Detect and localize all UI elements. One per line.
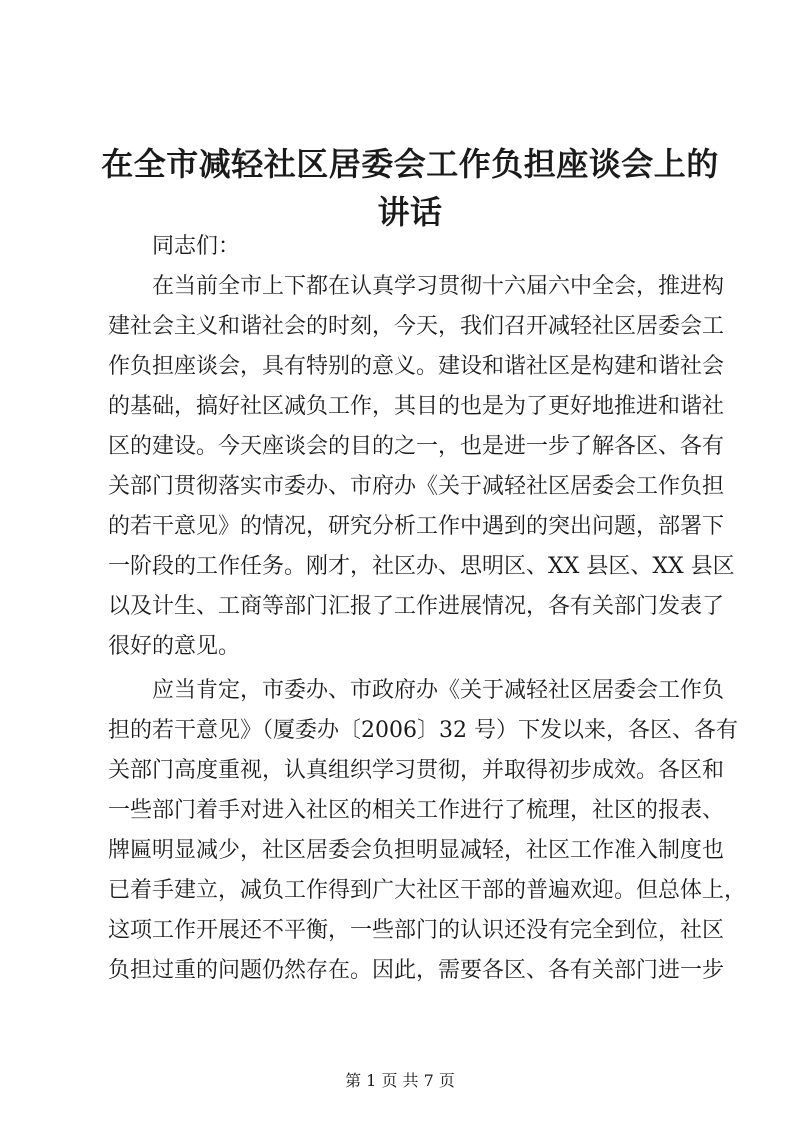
paragraph-1-line-5: 区的建设。今天座谈会的目的之一，也是进一步了解各区、各有 [108,434,725,459]
paragraph-2-line-1: 应当肯定，市委办、市政府办《关于减轻社区居委会工作负 [152,678,725,703]
page-number-footer: 第 1 页 共 7 页 [345,1071,455,1090]
paragraph-1-line-1: 在当前全市上下都在认真学习贯彻十六届六中全会，推进构 [152,274,725,299]
paragraph-2-line-6: 已着手建立，减负工作得到广大社区干部的普遍欢迎。但总体上， [108,878,747,903]
paragraph-2-line-4: 一些部门着手对进入社区的相关工作进行了梳理，社区的报表、 [108,798,725,823]
paragraph-2-line-8: 负担过重的问题仍然存在。因此，需要各区、各有关部门进一步 [108,958,725,983]
paragraph-1-line-3: 作负担座谈会，具有特别的意义。建设和谐社区是构建和谐社会 [108,354,725,379]
paragraph-2-line-2: 担的若干意见》（厦委办〔2006〕32 号）下发以来，各区、各有 [108,718,738,743]
document-title: 在全市减轻社区居委会工作负担座谈会上的讲话 [101,145,719,231]
paragraph-2-line-5: 牌匾明显减少，社区居委会负担明显减轻，社区工作准入制度也 [108,838,725,863]
paragraph-2-line-3: 关部门高度重视，认真组织学习贯彻，并取得初步成效。各区和 [108,758,725,783]
paragraph-1-line-6: 关部门贯彻落实市委办、市府办《关于减轻社区居委会工作负担 [108,474,725,499]
greeting: 同志们： [152,234,241,259]
paragraph-1-line-8: 一阶段的工作任务。刚才，社区办、思明区、XX 县区、XX 县区 [108,554,735,579]
paragraph-1-line-7: 的若干意见》的情况，研究分析工作中遇到的突出问题，部署下 [108,514,725,539]
paragraph-1-line-4: 的基础，搞好社区减负工作，其目的也是为了更好地推进和谐社 [108,394,725,419]
paragraph-1-line-2: 建社会主义和谐社会的时刻，今天，我们召开减轻社区居委会工 [108,314,725,339]
paragraph-2-line-7: 这项工作开展还不平衡，一些部门的认识还没有完全到位，社区 [108,918,725,943]
paragraph-1-line-9: 以及计生、工商等部门汇报了工作进展情况，各有关部门发表了 [108,594,725,619]
paragraph-1-line-10: 很好的意见。 [108,634,241,659]
